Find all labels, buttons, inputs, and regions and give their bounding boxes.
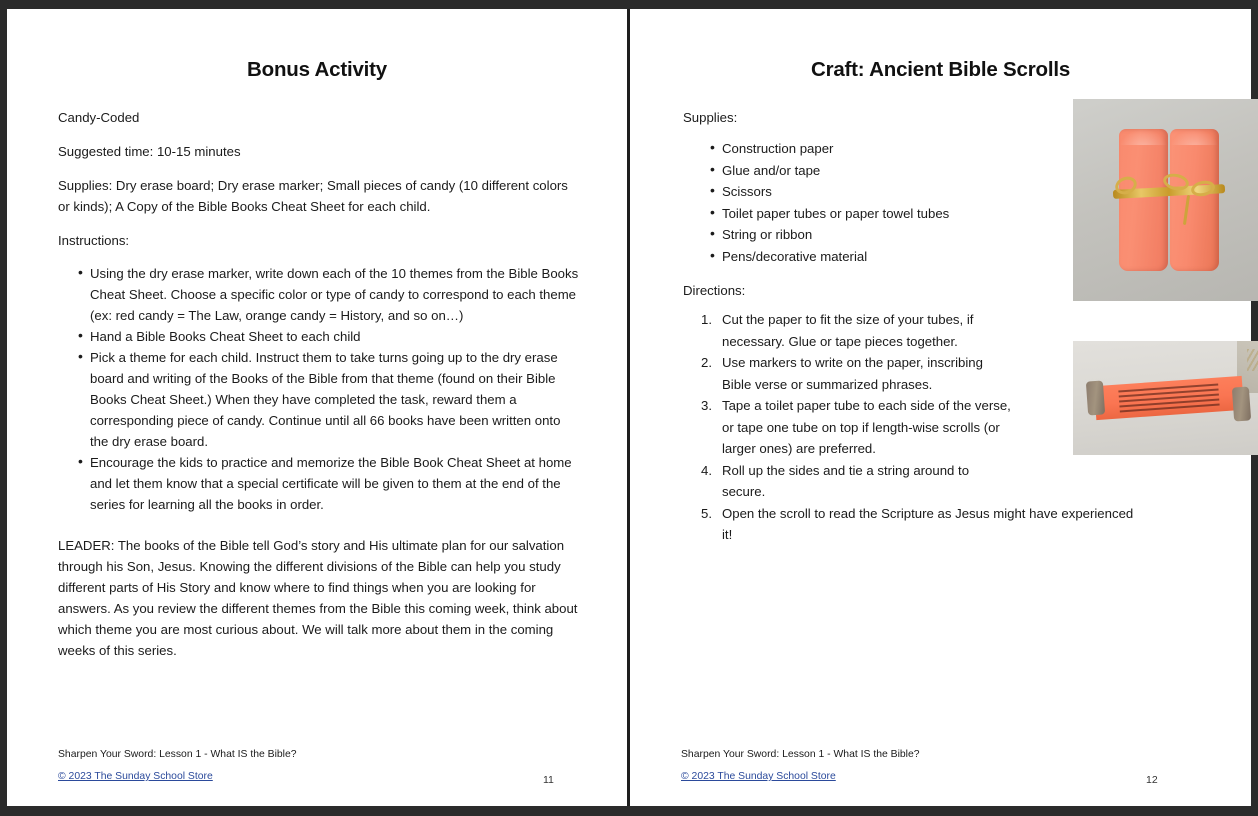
viewer-frame-bottom [0, 806, 1258, 816]
page-number: 11 [543, 774, 554, 786]
instructions-label: Instructions: [58, 233, 130, 248]
page-title: Bonus Activity [247, 58, 387, 81]
viewer-frame-top [0, 0, 1258, 9]
supplies-label: Supplies: [683, 110, 738, 125]
leader-paragraph: LEADER: The books of the Bible tell God’s story and His ultimate plan for our salvation through his Son, Jesus. Knowing the different divisions of the Bible can help you study different parts of His Story and know where to find things when you are looking for answers. As you review the different themes from the Bible this coming week, think about which theme you are most curious about. We will talk more about them in the coming weeks of this series. [58, 538, 578, 658]
page-left [7, 9, 627, 806]
suggested-time: Suggested time: 10-15 minutes [58, 144, 241, 159]
desk-mark [1247, 349, 1258, 371]
list-item: • Pick a theme for each child. Instruct them to take turns going up to the dry erase board and writing of the Books of the Bible from that theme (found on their Bible Books Cheat Sheet.) When they have completed the task, reward them a corresponding piece of candy. Continue until all 66 books have been written onto the dry erase board. [58, 347, 581, 452]
list-item: Open the scroll to read the Scripture as Jesus might have experienced it! [722, 505, 1134, 542]
right-page-content [683, 107, 1134, 546]
page-number: 12 [1146, 774, 1158, 786]
supplies-list [683, 138, 1013, 267]
list-item: • Using the dry erase marker, write down each of the 10 themes from the Bible Books Cheat Sheet. Choose a specific color or type of candy to correspond to each theme (ex: red candy = The Law, orange candy = History, and so on…) [58, 263, 581, 326]
page-footer [681, 747, 1211, 784]
scroll-roll-left [1119, 129, 1168, 271]
page-title: Craft: Ancient Bible Scrolls [810, 58, 1071, 81]
supplies-paragraph: Supplies: Dry erase board; Dry erase marker; Small pieces of candy (10 different colors or kinds); A Copy of the Bible Books Cheat Sheet for each child. [58, 178, 568, 214]
footer-copyright-link[interactable]: © 2023 The Sunday School Store [681, 771, 836, 782]
instructions-list [58, 263, 581, 515]
page-right [630, 9, 1251, 806]
list-item: Cut the paper to fit the size of your tubes, if necessary. Glue or tape pieces together. [722, 312, 974, 349]
list-item: • Toilet paper tubes or paper towel tubes [683, 203, 1013, 225]
footer-copyright-link[interactable]: © 2023 The Sunday School Store [58, 771, 213, 782]
list-item: Roll up the sides and tie a string around to secure. [722, 462, 970, 499]
list-item: • Encourage the kids to practice and memorize the Bible Book Cheat Sheet at home and let them know that a special certificate will be given to them at the end of the series for learning all the books in order. [58, 452, 581, 515]
unrolled-scroll-photo [1073, 341, 1258, 455]
list-item: • String or ribbon [683, 224, 1013, 246]
list-item: Tape a toilet paper tube to each side of the verse, or tape one tube on top if length-wise scrolls (or larger ones) are preferred. [722, 398, 1011, 456]
cardboard-tube-right [1232, 386, 1251, 421]
footer-lesson-line: Sharpen Your Sword: Lesson 1 - What IS the Bible? [681, 749, 920, 760]
scroll-roll-right [1170, 129, 1219, 271]
list-item: • Scissors [683, 181, 1013, 203]
directions-label: Directions: [683, 283, 746, 298]
list-item: • Pens/decorative material [683, 246, 1013, 268]
list-item: • Construction paper [683, 138, 1013, 160]
viewer-frame-left [0, 0, 7, 816]
cardboard-tube-left [1086, 380, 1105, 415]
rolled-scroll-photo [1073, 99, 1258, 301]
page-footer [58, 747, 588, 784]
list-item: Use markers to write on the paper, inscribing Bible verse or summarized phrases. [722, 355, 983, 392]
list-item: • Glue and/or tape [683, 160, 1013, 182]
directions-list [683, 309, 1134, 546]
left-page-content [58, 107, 581, 674]
list-item: • Hand a Bible Books Cheat Sheet to each child [58, 326, 581, 347]
handwritten-verse-lines [1118, 384, 1219, 415]
footer-lesson-line: Sharpen Your Sword: Lesson 1 - What IS the Bible? [58, 749, 297, 760]
activity-subtitle: Candy-Coded [58, 110, 140, 125]
scroll-rolls [1119, 129, 1219, 271]
